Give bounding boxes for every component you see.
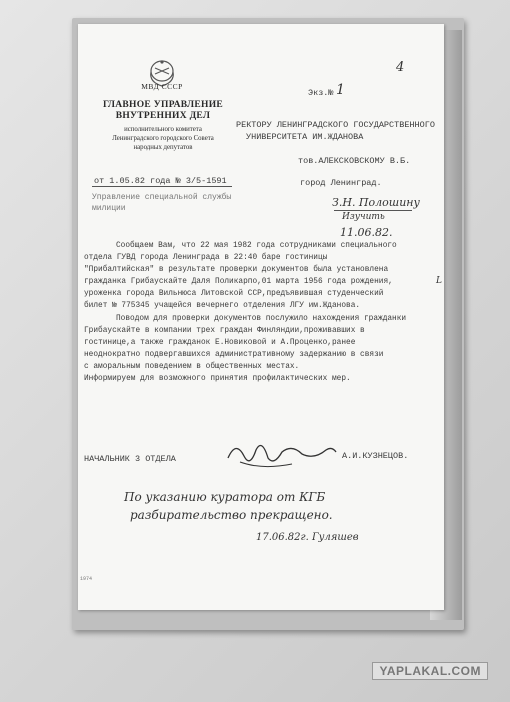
resolution-line1: З.Н. Полошину xyxy=(332,196,420,209)
signatory-title: НАЧАЛЬНИК 3 ОТДЕЛА xyxy=(84,454,176,464)
signature-scribble-icon xyxy=(222,436,340,472)
document-date-number: от 1.05.82 года № 3/5-1591 xyxy=(94,176,227,186)
watermark: YAPLAKAL.COM xyxy=(372,662,488,680)
resolution-underline xyxy=(334,210,412,211)
org-subtitle-line1: исполнительного комитета xyxy=(124,126,202,133)
org-subtitle-line3: народных депутатов xyxy=(133,144,193,151)
body-line: Сообщаем Вам, что 22 мая 1982 года сотрудниками специального xyxy=(116,242,397,250)
department-line2: милиции xyxy=(92,204,126,213)
body-line: неоднократно подвергавшихся административному задержанию в связи xyxy=(84,351,384,359)
org-ministry: МВД СССР xyxy=(141,82,183,91)
handwritten-note-date: 17.06.82г. Гуляшев xyxy=(256,532,359,543)
date-underline xyxy=(92,186,232,187)
handwritten-note-line2: разбирательство прекращено. xyxy=(130,508,333,522)
copy-number: 1 xyxy=(336,82,345,98)
org-title-line1: ГЛАВНОЕ УПРАВЛЕНИЕ xyxy=(102,100,224,110)
addressee-line2: УНИВЕРСИТЕТА ИМ.ЖДАНОВА xyxy=(246,132,364,142)
corner-page-number: 4 xyxy=(396,60,405,75)
body-line: с аморальным поведением в общественных местах. xyxy=(84,363,300,371)
resolution-date: 11.06.82. xyxy=(340,226,393,239)
body-line: Грибаускайте в компании трех граждан Финляндии,проживавших в xyxy=(84,327,365,335)
margin-mark: L xyxy=(436,276,442,286)
body-line: "Прибалтийская" в результате проверки документов была установлена xyxy=(84,266,389,274)
body-line: гостинице,а также гражданок Е.Новиковой и А.Проценко,ранее xyxy=(84,339,356,347)
signatory-name: А.И.КУЗНЕЦОВ. xyxy=(342,451,409,461)
body-line: билет № 775345 учащейся вечернего отделения ЛГУ им.Жданова. xyxy=(84,302,361,310)
addressee-line1: РЕКТОРУ ЛЕНИНГРАДСКОГО ГОСУДАРСТВЕННОГО xyxy=(236,120,435,130)
handwritten-note-line1: По указанию куратора от КГБ xyxy=(124,490,326,504)
body-line: отдела ГУВД города Ленинграда в 22:40 баре гостиницы xyxy=(84,254,328,262)
addressee-name: тов.АЛЕКСКОВСКОМУ В.Б. xyxy=(298,156,411,166)
resolution-line2: Изучить xyxy=(342,212,385,222)
department-line1: Управление специальной службы xyxy=(92,193,232,202)
body-line: Информируем для возможного принятия профилактических мер. xyxy=(84,375,351,383)
print-mark: 1974 xyxy=(80,576,93,582)
body-line: гражданка Грибаускайте Даля Поликарпо,01 марта 1956 года рождения, xyxy=(84,278,393,286)
org-title-line2: ВНУТРЕННИХ ДЕЛ xyxy=(115,111,211,121)
copy-label: Экз.№ xyxy=(308,88,334,98)
body-line: уроженка города Вильнюса Литовской ССР,предъявившая студенческий xyxy=(84,290,384,298)
body-line: Поводом для проверки документов послужило нахождения гражданки xyxy=(116,315,407,323)
addressee-city: город Ленинград. xyxy=(300,178,382,188)
org-subtitle-line2: Ленинградского городского Совета xyxy=(112,135,214,142)
